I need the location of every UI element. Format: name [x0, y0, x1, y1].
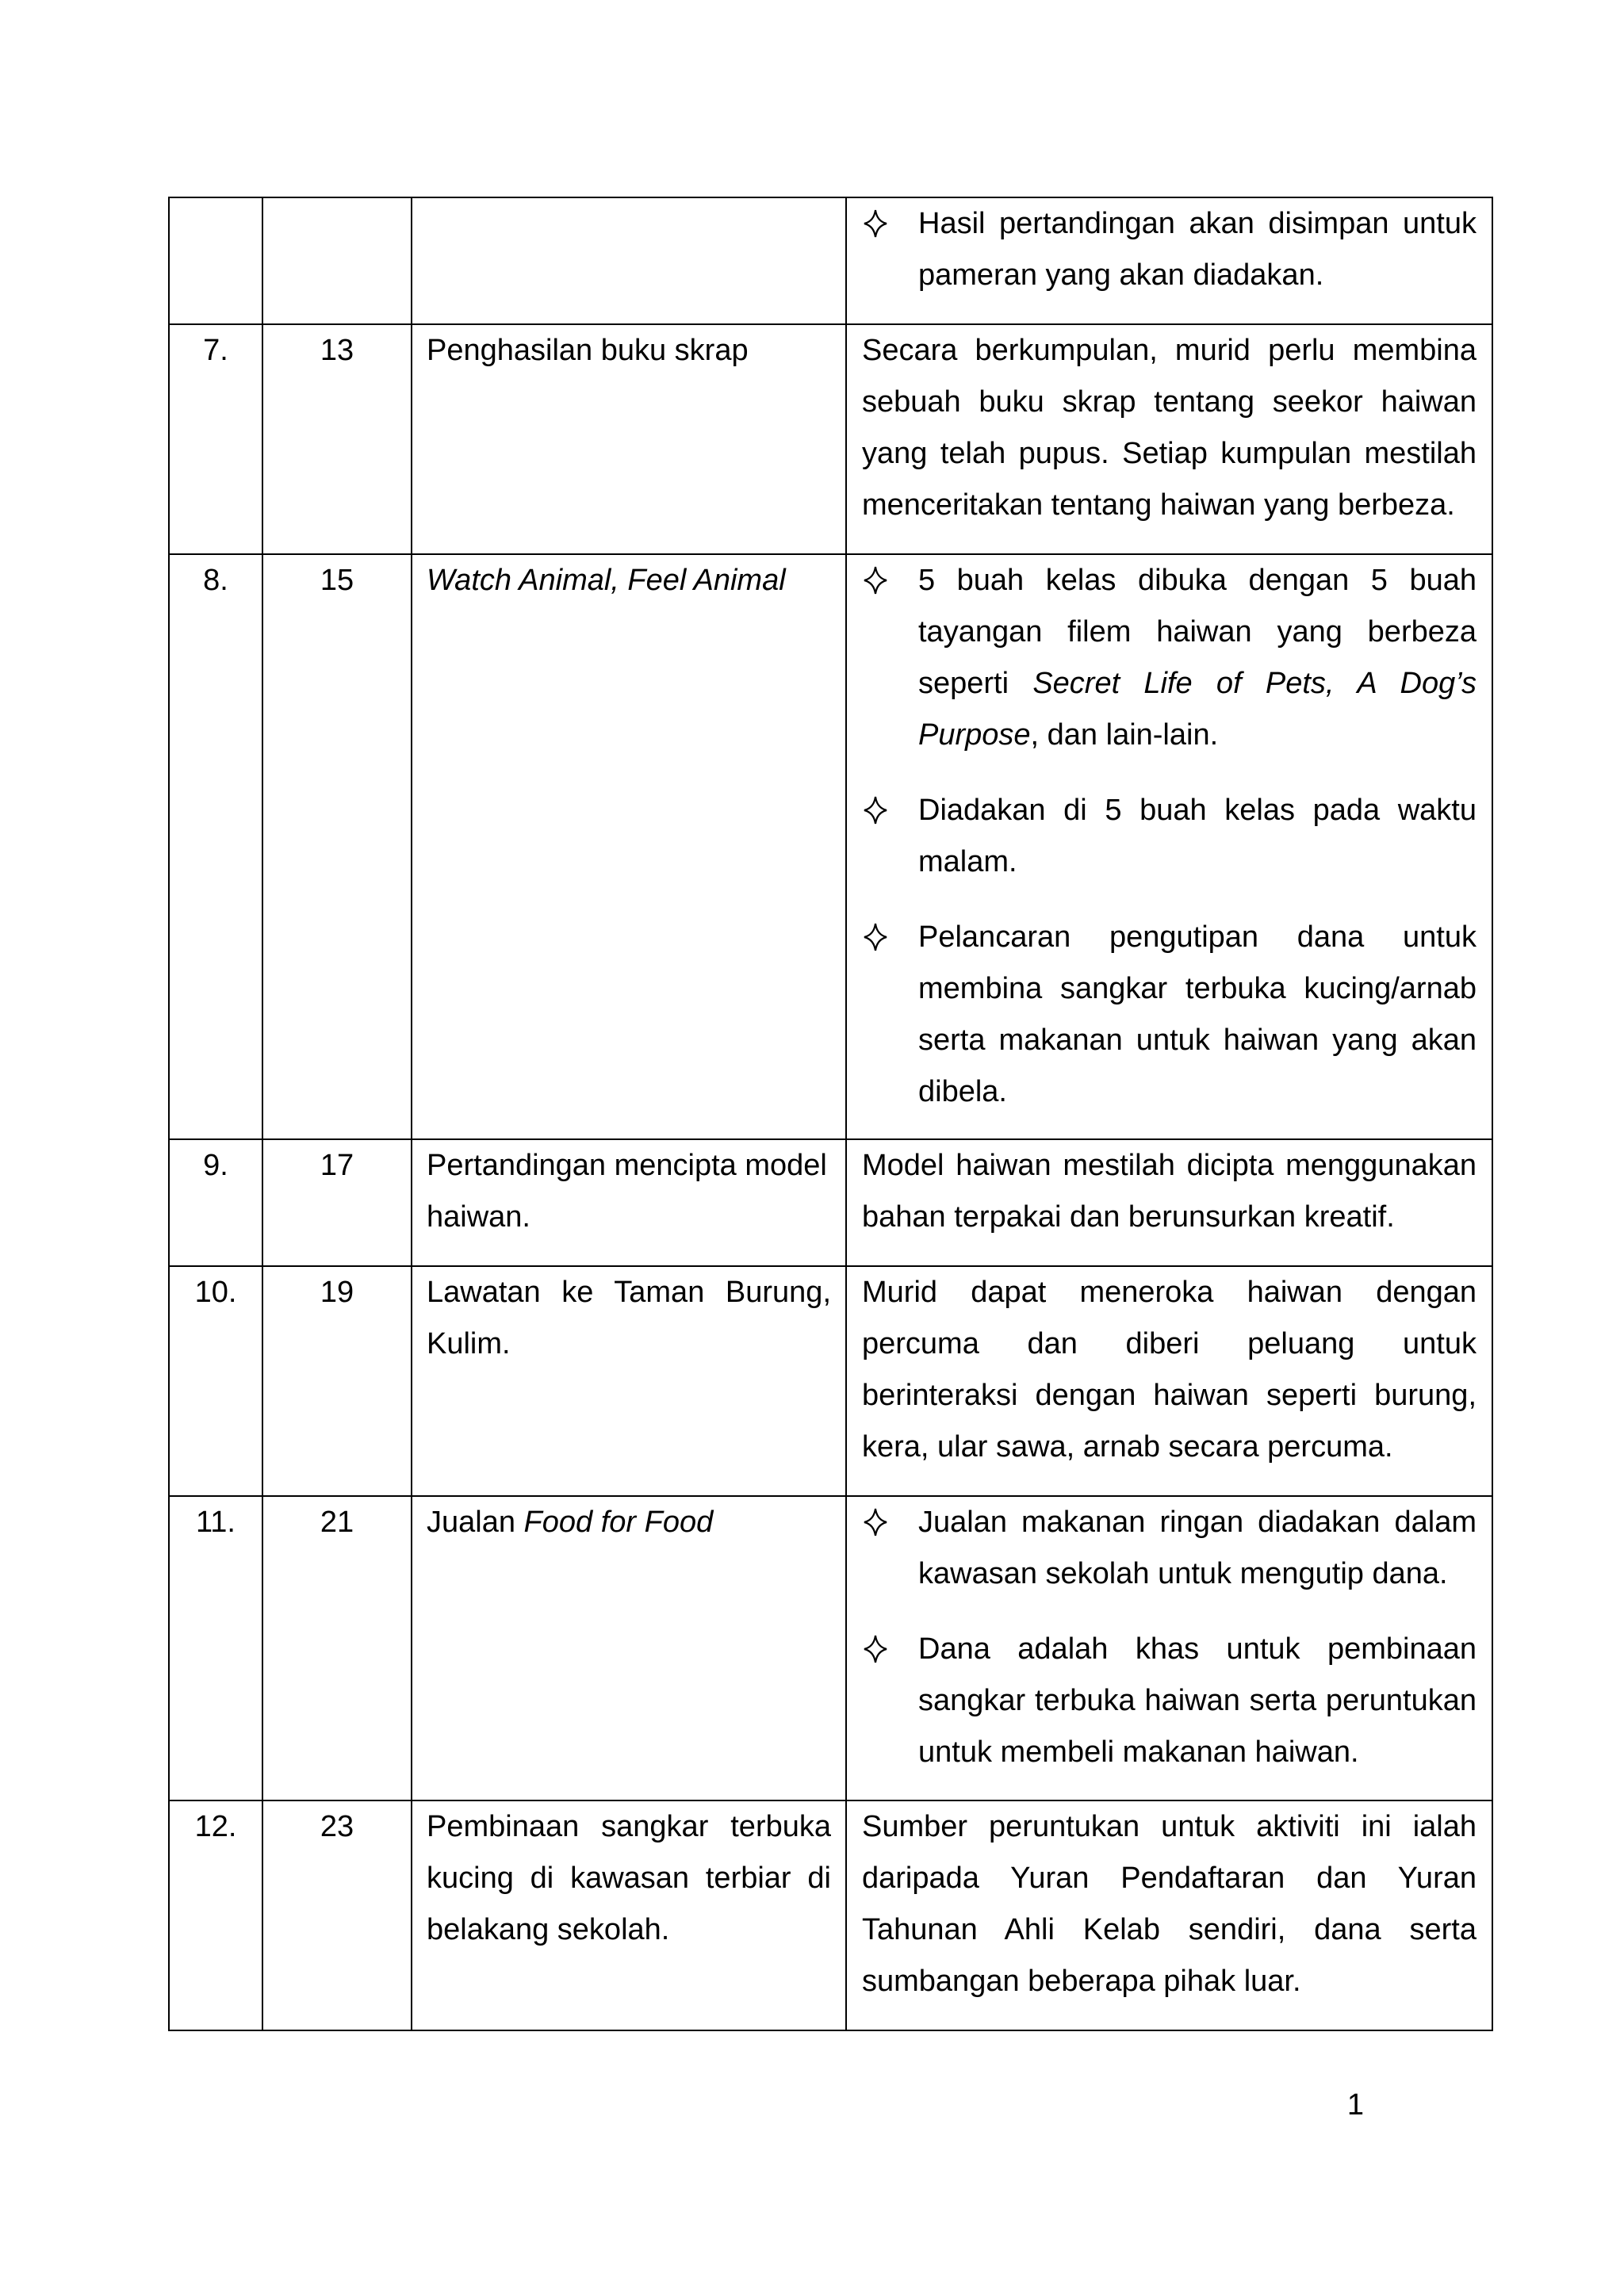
- cell-activity: Lawatan ke Taman Burung, Kulim.: [412, 1266, 846, 1496]
- four-point-star-outline-icon: [864, 796, 887, 825]
- table-row: [169, 1800, 1492, 2030]
- cell-week: 23: [262, 1800, 412, 2030]
- cell-number: [169, 197, 262, 324]
- cell-week: 15: [262, 554, 412, 1139]
- activity-table: [168, 197, 1493, 2031]
- page-number: 1: [1346, 2088, 1364, 2122]
- bullet-text: 5 buah kelas dibuka dengan 5 buah tayangan filem haiwan yang berbeza seperti: [918, 564, 1477, 700]
- table-row: [169, 1266, 1492, 1496]
- table-row: [169, 554, 1492, 1139]
- bullet-text: Diadakan di 5 buah kelas pada waktu malam.: [918, 794, 1477, 878]
- cell-description: [846, 1266, 1492, 1496]
- cell-week: 13: [262, 324, 412, 554]
- cell-activity: Pertandingan mencipta model haiwan.: [412, 1139, 846, 1266]
- cell-week: 17: [262, 1139, 412, 1266]
- cell-description: [846, 197, 1492, 324]
- cell-description: [846, 1496, 1492, 1800]
- cell-number: 10.: [169, 1266, 262, 1496]
- four-point-star-outline-icon: [864, 1635, 887, 1663]
- cell-number: 12.: [169, 1800, 262, 2030]
- bullet-item: [862, 198, 1477, 301]
- table-row: [169, 1139, 1492, 1266]
- activity-title-italic: Watch Animal, Feel Animal: [427, 564, 786, 597]
- cell-week: 19: [262, 1266, 412, 1496]
- cell-description: [846, 1800, 1492, 2030]
- bullet-item: [862, 555, 1477, 761]
- cell-number: 9.: [169, 1139, 262, 1266]
- bullet-text: Dana adalah khas untuk pembinaan sangkar terbuka haiwan serta peruntukan untuk membeli makanan haiwan.: [918, 1632, 1477, 1769]
- four-point-star-outline-icon: [864, 566, 887, 595]
- cell-activity: Jualan Food for Food: [412, 1496, 846, 1800]
- cell-description: [846, 1139, 1492, 1266]
- film-titles: Secret Life of Pets, A Dog’s Purpose: [918, 667, 1477, 752]
- bullet-text: Jualan makanan ringan diadakan dalam kawasan sekolah untuk mengutip dana.: [918, 1506, 1477, 1590]
- cell-activity: Penghasilan buku skrap: [412, 324, 846, 554]
- description-text: Sumber peruntukan untuk aktiviti ini ialah daripada Yuran Pendaftaran dan Yuran Tahunan Ahli Kelab sendiri, dana serta sumbangan beberapa pihak luar.: [862, 1810, 1477, 1998]
- table-row-continued: [169, 197, 1492, 324]
- activity-title-italic: Food for Food: [523, 1506, 714, 1539]
- bullet-item: [862, 785, 1477, 888]
- bullet-item: [862, 1624, 1477, 1778]
- cell-activity: [412, 554, 846, 1139]
- cell-week: 21: [262, 1496, 412, 1800]
- cell-description: [846, 554, 1492, 1139]
- cell-description: [846, 324, 1492, 554]
- cell-number: 11.: [169, 1496, 262, 1800]
- cell-number: 7.: [169, 324, 262, 554]
- bullet-text: Pelancaran pengutipan dana untuk membina sangkar terbuka kucing/arnab serta makanan untuk haiwan yang akan dibela.: [918, 920, 1477, 1108]
- description-text: Model haiwan mestilah dicipta menggunakan bahan terpakai dan berunsurkan kreatif.: [862, 1149, 1477, 1234]
- cell-number: 8.: [169, 554, 262, 1139]
- description-text: Secara berkumpulan, murid perlu membina sebuah buku skrap tentang seekor haiwan yang telah pupus. Setiap kumpulan mestilah menceritakan tentang haiwan yang berbeza.: [862, 334, 1477, 522]
- cell-activity: Pembinaan sangkar terbuka kucing di kawasan terbiar di belakang sekolah.: [412, 1800, 846, 2030]
- description-text: Murid dapat meneroka haiwan dengan percuma dan diberi peluang untuk berinteraksi dengan haiwan seperti burung, kera, ular sawa, arnab secara percuma.: [862, 1276, 1477, 1464]
- cell-week: [262, 197, 412, 324]
- cell-activity: [412, 197, 846, 324]
- bullet-text-end: , dan lain-lain.: [1030, 718, 1219, 752]
- four-point-star-outline-icon: [864, 923, 887, 951]
- bullet-text: Hasil pertandingan akan disimpan untuk pameran yang akan diadakan.: [918, 207, 1477, 292]
- four-point-star-outline-icon: [864, 1508, 887, 1536]
- bullet-item: [862, 1497, 1477, 1600]
- table-row: [169, 1496, 1492, 1800]
- table-row: [169, 324, 1492, 554]
- bullet-item: [862, 912, 1477, 1118]
- four-point-star-outline-icon: [864, 209, 887, 238]
